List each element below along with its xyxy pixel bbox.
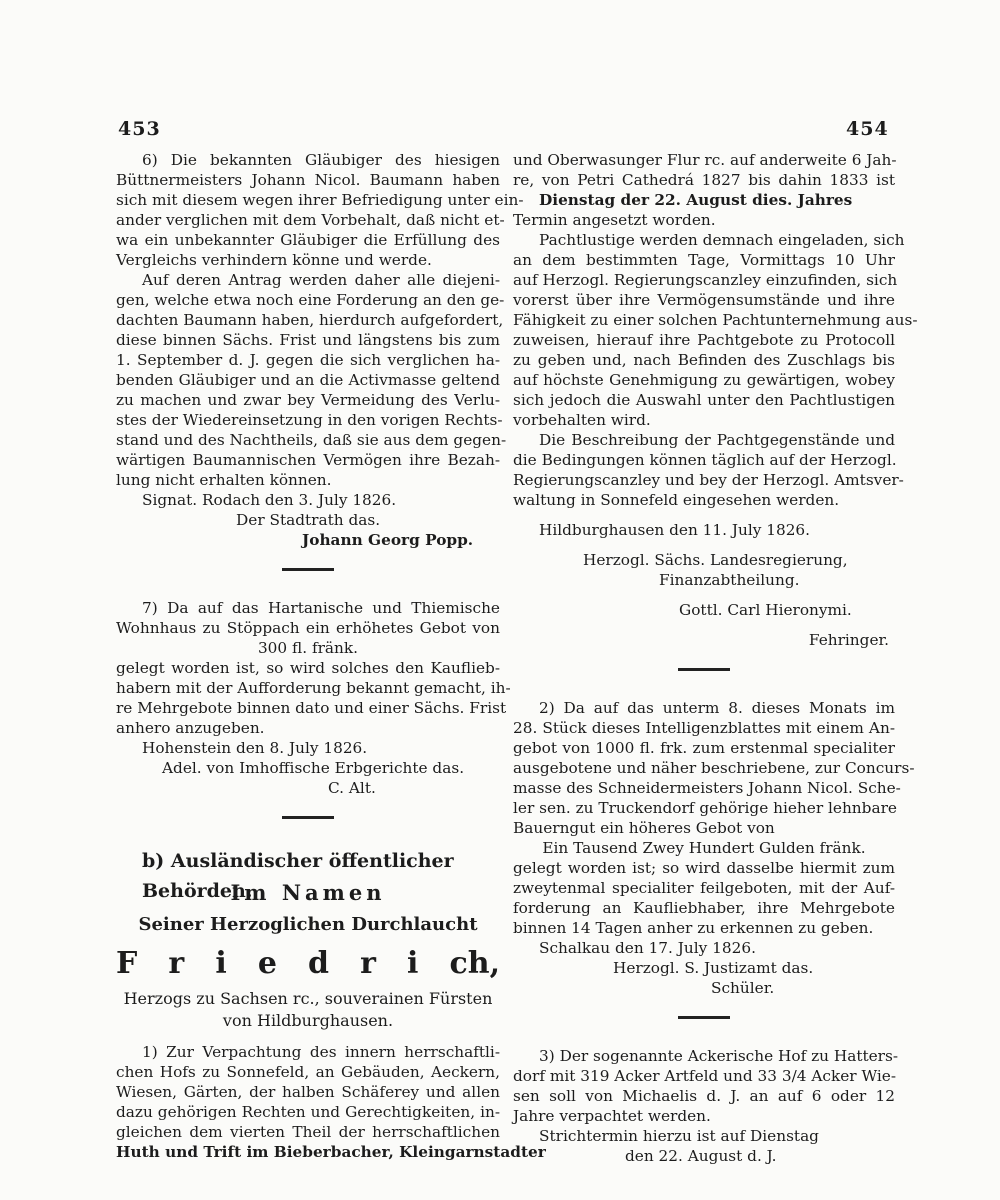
text-line: zuweisen, hierauf ihre Pachtgebote zu Protocoll: [513, 331, 895, 349]
text-line: gelegt worden ist; so wird dasselbe hiermit zum: [513, 859, 895, 877]
issuing-authority: Herzogl. S. Justizamt das.: [613, 959, 814, 977]
text-line: 3) Der sogenannte Ackerische Hof zu Hatters-: [539, 1047, 899, 1065]
text-line: 1. September d. J. gegen die sich verglichen ha-: [116, 351, 500, 369]
strichtermin-line: Strichtermin hierzu ist auf Dienstag: [539, 1127, 819, 1145]
section-divider: [116, 550, 500, 588]
signature-place-date: Hildburghausen den 11. July 1826.: [539, 521, 811, 539]
text-line: Wohnhaus zu Stöppach ein erhöhetes Gebot von: [116, 619, 500, 637]
signature-place-date: Hohenstein den 8. July 1826.: [142, 739, 368, 757]
issuing-authority-department: Finanzabtheilung.: [659, 571, 800, 589]
text-line: ausgebotene und näher beschriebene, zur Concurs-: [513, 759, 915, 777]
text-line: ler sen. zu Truckendorf gehörige hieher lehnbare: [513, 799, 897, 817]
page-number-left: 453: [118, 118, 161, 140]
text-line: gleichen dem vierten Theil der herrschaftlichen: [116, 1123, 500, 1141]
bid-amount: Ein Tausend Zwey Hundert Gulden fränk.: [542, 839, 866, 857]
text-line: habern mit der Aufforderung bekannt gemacht, ih-: [116, 679, 511, 697]
text-line: Die Beschreibung der Pachtgegenstände und: [539, 431, 895, 449]
text-line: Pachtlustige werden demnach eingeladen, sich: [539, 231, 905, 249]
text-line: zu machen und zwar bey Vermeidung des Verlu-: [116, 391, 500, 409]
friedrich-heading: F r i e d r i ch,: [116, 946, 501, 981]
text-line: forderung an Kaufliebhaber, ihre Mehrgebote: [513, 899, 895, 917]
text-line: re Mehrgebote binnen dato und einer Sächs. Frist: [116, 699, 507, 717]
text-line: sen soll von Michaelis d. J. an auf 6 oder 12: [513, 1087, 895, 1105]
section-b: [116, 846, 546, 1162]
right-column: [513, 150, 918, 1166]
text-line: gebot von 1000 fl. frk. zum erstenmal specialiter: [513, 739, 895, 757]
text-line: Termin angesetzt worden.: [513, 211, 716, 229]
text-line: masse des Schneidermeisters Johann Nicol. Sche-: [513, 779, 901, 797]
text-line: Regierungscanzley und bey der Herzogl. Amtsver-: [513, 471, 904, 489]
text-line: benden Gläubiger und an die Activmasse geltend: [116, 371, 500, 389]
herzogs-subtitle: Herzogs zu Sachsen rc., souverainen Fürsten: [123, 989, 493, 1008]
notice-6: [116, 150, 524, 550]
text-line: wa ein unbekannter Gläubiger die Erfüllung des: [116, 231, 500, 249]
text-line: Huth und Trift im Bieberbacher, Kleingarnstadter: [116, 1143, 546, 1161]
text-line: waltung in Sonnefeld eingesehen werden.: [513, 491, 840, 509]
text-line: dorf mit 319 Acker Artfeld und 33 3/4 Acker Wie-: [513, 1067, 897, 1085]
text-line: re, von Petri Cathedrá 1827 bis dahin 1833 ist: [513, 171, 895, 189]
text-line: stand und des Nachtheils, daß sie aus dem gegen-: [116, 431, 507, 449]
notice-1-continued: [513, 150, 918, 650]
text-line: Wiesen, Gärten, der halben Schäferey und allen: [116, 1083, 500, 1101]
text-line: Jahre verpachtet werden.: [513, 1107, 711, 1125]
notice-3: [513, 1046, 899, 1166]
section-divider: [513, 998, 895, 1036]
left-column: [116, 150, 546, 1162]
signatory-name: Gottl. Carl Hieronymi.: [679, 601, 852, 619]
section-divider: [116, 798, 500, 836]
text-line: 6) Die bekannten Gläubiger des hiesigen: [142, 151, 500, 169]
notice-7: [116, 598, 511, 798]
text-line: Fähigkeit zu einer solchen Pachtunternehmung aus-: [513, 311, 918, 329]
text-line: auf Herzogl. Regierungscanzley einzufinden, sich: [513, 271, 898, 289]
issuing-authority: Der Stadtrath das.: [236, 511, 381, 529]
text-line: stes der Wiedereinsetzung in den vorigen Rechts-: [116, 411, 503, 429]
signatory-name: Johann Georg Popp.: [302, 531, 474, 549]
issuing-authority: Herzogl. Sächs. Landesregierung,: [583, 551, 848, 569]
text-line: gelegt worden ist, so wird solches den Kauflieb-: [116, 659, 500, 677]
signatory-name: Schüler.: [711, 979, 775, 997]
text-line: dazu gehörigen Rechten und Gerechtigkeiten, in-: [116, 1103, 500, 1121]
signatory-name: C. Alt.: [328, 779, 376, 797]
text-line: 1) Zur Verpachtung des innern herrschaftli-: [142, 1043, 500, 1061]
text-line: gen, welche etwa noch eine Forderung an den ge-: [116, 291, 505, 309]
hildburghausen-subtitle: von Hildburghausen.: [222, 1011, 394, 1030]
text-line: die Bedingungen können täglich auf der Herzogl.: [513, 451, 897, 469]
text-line: Auf deren Antrag werden daher alle diejeni-: [142, 271, 500, 289]
text-line: diese binnen Sächs. Frist und längstens bis zum: [116, 331, 500, 349]
text-line: Büttnermeisters Johann Nicol. Baumann haben: [116, 171, 500, 189]
text-line: zu geben und, nach Befinden des Zuschlags bis: [513, 351, 895, 369]
signatory-name: Fehringer.: [808, 631, 889, 649]
text-line: zweytenmal specialiter feilgeboten, mit der Auf-: [513, 879, 895, 897]
bid-amount: 300 fl. fränk.: [257, 639, 359, 657]
text-line: wärtigen Baumannischen Vermögen ihre Bezah-: [116, 451, 500, 469]
signature-place-date: Signat. Rodach den 3. July 1826.: [142, 491, 397, 509]
text-line: sich mit diesem wegen ihrer Befriedigung unter ein-: [116, 191, 524, 209]
text-line: an dem bestimmten Tage, Vormittags 10 Uhr: [513, 251, 895, 269]
termin-date: Dienstag der 22. August dies. Jahres: [539, 191, 853, 209]
text-line: chen Hofs zu Sonnefeld, an Gebäuden, Aeckern,: [116, 1063, 500, 1081]
text-line: vorbehalten wird.: [513, 411, 651, 429]
text-line: binnen 14 Tagen anher zu erkennen zu geben.: [513, 919, 874, 937]
text-line: dachten Baumann haben, hierdurch aufgefordert,: [116, 311, 504, 329]
text-line: Bauerngut ein höheres Gebot von: [513, 819, 775, 837]
section-divider: [513, 650, 895, 688]
text-line: 28. Stück dieses Intelligenzblattes mit einem An-: [513, 719, 895, 737]
section-heading: b) Ausländischer öffentlicher Behörden.: [142, 850, 454, 902]
text-line: und Oberwasunger Flur rc. auf anderweite 6 Jah-: [513, 151, 897, 169]
strichtermin-date: den 22. August d. J.: [625, 1147, 777, 1165]
issuing-authority: Adel. von Imhoffische Erbgerichte das.: [162, 759, 465, 777]
signature-place-date: Schalkau den 17. July 1826.: [539, 939, 756, 957]
text-line: anhero anzugeben.: [116, 719, 265, 737]
notice-2: [513, 698, 915, 998]
seiner-heading: Seiner Herzoglichen Durchlaucht: [138, 914, 478, 935]
text-line: 2) Da auf das unterm 8. dieses Monats im: [539, 699, 895, 717]
text-line: ander verglichen mit dem Vorbehalt, daß nicht et-: [116, 211, 505, 229]
text-line: Vergleichs verhindern könne und werde.: [116, 251, 432, 269]
text-line: sich jedoch die Auswahl unter den Pachtlustigen: [513, 391, 895, 409]
im-namen-heading: Im Namen: [230, 880, 386, 905]
text-line: auf höchste Genehmigung zu gewärtigen, wobey: [513, 371, 895, 389]
text-line: 7) Da auf das Hartanische und Thiemische: [142, 599, 500, 617]
text-line: vorerst über ihre Vermögensumstände und ihre: [513, 291, 895, 309]
text-line: lung nicht erhalten können.: [116, 471, 332, 489]
page-number-right: 454: [846, 118, 889, 140]
